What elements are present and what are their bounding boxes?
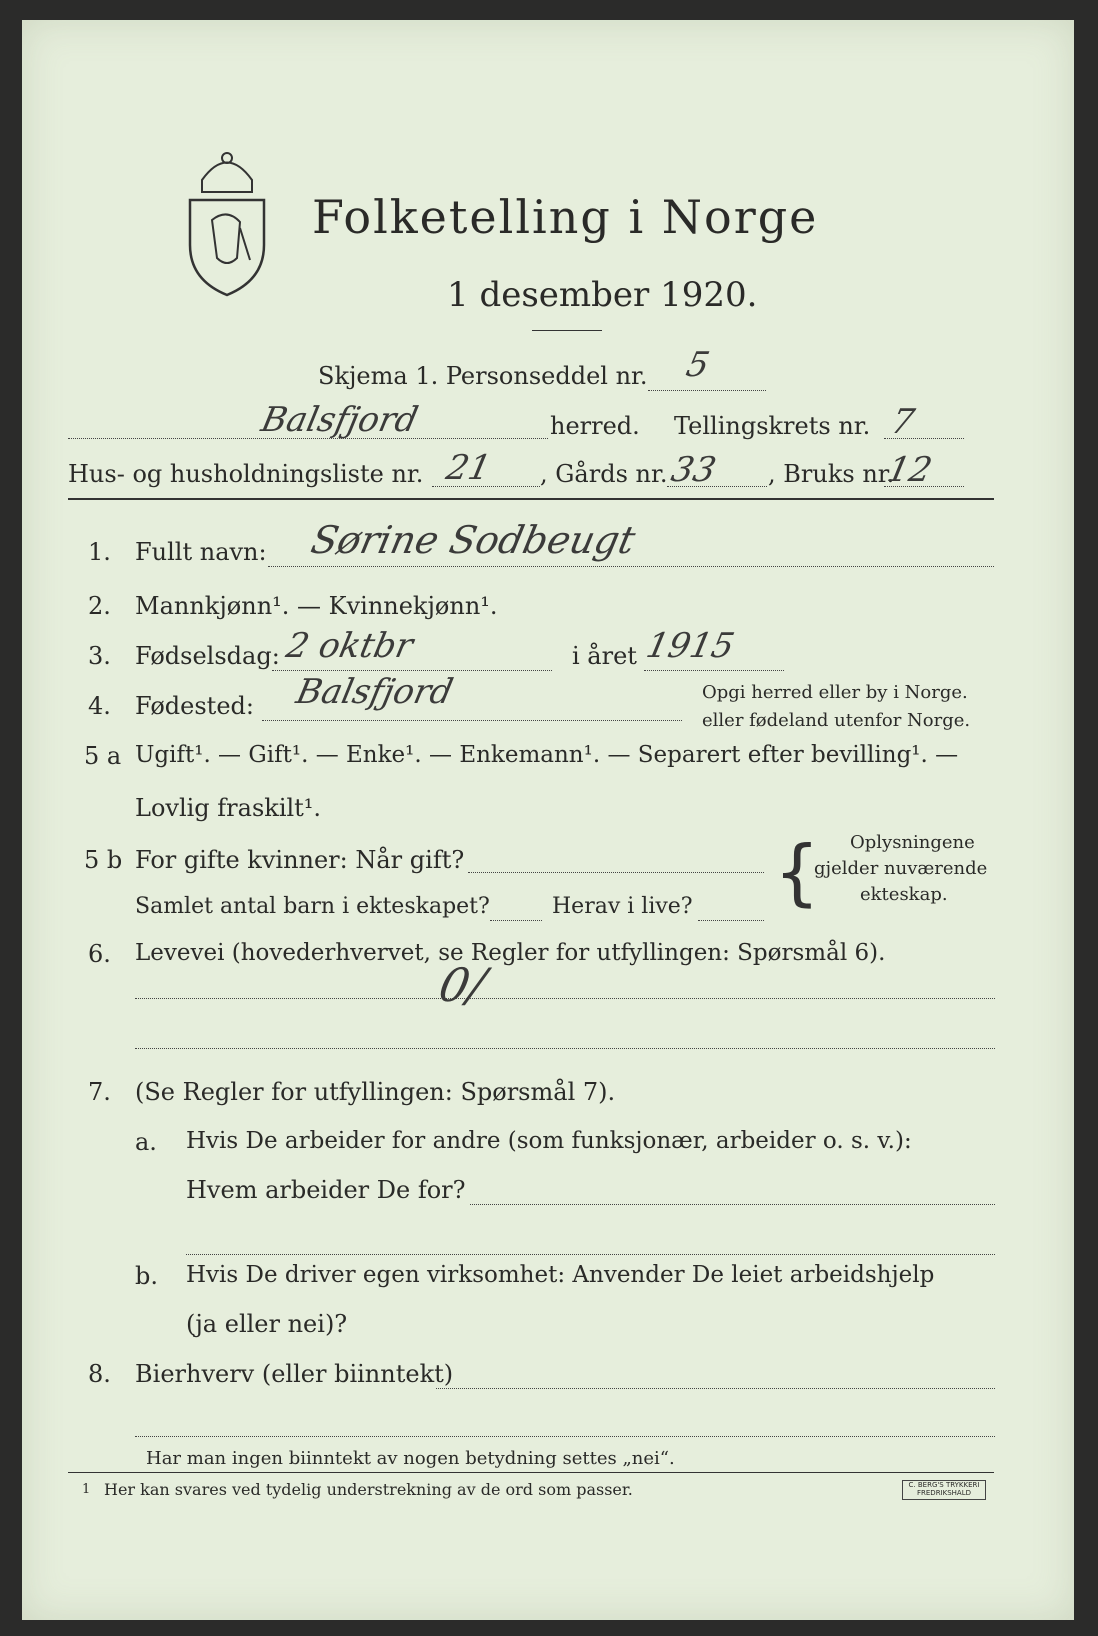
husliste-value[interactable]: 21 bbox=[442, 448, 495, 488]
q7b-letter: b. bbox=[135, 1262, 158, 1290]
q7-number: 7. bbox=[88, 1078, 111, 1106]
q8-label: Bierhverv (eller biinntekt) bbox=[135, 1360, 454, 1388]
q7a-letter: a. bbox=[135, 1128, 157, 1156]
birth-year-value[interactable]: 1915 bbox=[642, 626, 738, 666]
q6-line-1 bbox=[135, 998, 995, 999]
q8-number: 8. bbox=[88, 1360, 111, 1388]
q7a-label: Hvis De arbeider for andre (som funksjonær, arbeider o. s. v.): bbox=[186, 1128, 912, 1154]
q5b-brace: { bbox=[774, 830, 820, 914]
q4-line bbox=[262, 720, 682, 721]
q7b-line bbox=[354, 1336, 995, 1337]
personseddel-number[interactable]: 5 bbox=[682, 345, 713, 385]
title-divider bbox=[532, 330, 602, 331]
herred-label: herred. bbox=[550, 412, 640, 440]
form-date: 1 desember 1920. bbox=[447, 275, 758, 315]
q3-line bbox=[272, 670, 552, 671]
q5a-label: Ugift¹. — Gift¹. — Enke¹. — Enkemann¹. — Separert efter bevilling¹. — bbox=[135, 742, 959, 768]
q4-label: Fødested: bbox=[135, 692, 254, 720]
q5b-label: For gifte kvinner: Når gift? bbox=[135, 846, 465, 874]
q5b-line-2 bbox=[490, 920, 542, 921]
birth-date-value[interactable]: 2 oktbr bbox=[282, 626, 417, 666]
q7a-label-2: Hvem arbeider De for? bbox=[186, 1176, 466, 1204]
tellingskrets-label: Tellingskrets nr. bbox=[674, 412, 871, 440]
q3-label: Fødselsdag: bbox=[135, 642, 280, 670]
q6-line-2 bbox=[135, 1048, 995, 1049]
q4-note-2: eller fødeland utenfor Norge. bbox=[702, 710, 971, 731]
q8-line-2 bbox=[135, 1436, 995, 1437]
header-divider bbox=[68, 498, 994, 500]
form-title: Folketelling i Norge bbox=[312, 190, 819, 244]
q5a-label-2: Lovlig fraskilt¹. bbox=[135, 794, 322, 822]
q4-note-1: Opgi herred eller by i Norge. bbox=[702, 682, 968, 703]
birthplace-value[interactable]: Balsfjord bbox=[292, 672, 457, 712]
q5a-number: 5 a bbox=[84, 742, 122, 770]
q1-label: Fullt navn: bbox=[135, 538, 267, 566]
q8-line-1 bbox=[436, 1388, 995, 1389]
q4-number: 4. bbox=[88, 692, 111, 720]
footnote-mark: 1 bbox=[82, 1482, 91, 1497]
bruks-label: , Bruks nr. bbox=[768, 460, 895, 488]
gards-value[interactable]: 33 bbox=[667, 450, 720, 490]
census-form bbox=[22, 20, 1074, 1620]
q7b-label: Hvis De driver egen virksomhet: Anvender De leiet arbeidshjelp bbox=[186, 1262, 935, 1288]
q5b-label-2: Samlet antal barn i ekteskapet? bbox=[135, 894, 490, 919]
footer-divider bbox=[68, 1472, 994, 1473]
q7a-line-1 bbox=[470, 1204, 995, 1205]
footnote: Her kan svares ved tydelig understrekning av de ord som passer. bbox=[104, 1480, 633, 1499]
q2-number: 2. bbox=[88, 592, 111, 620]
gards-label: , Gårds nr. bbox=[540, 460, 668, 488]
q5b-line bbox=[468, 872, 764, 873]
occupation-value[interactable]: 0/ bbox=[434, 958, 491, 1012]
q5b-line-3 bbox=[698, 920, 764, 921]
q3-number: 3. bbox=[88, 642, 111, 670]
q6-label: Levevei (hovederhvervet, se Regler for utfyllingen: Spørsmål 6). bbox=[135, 940, 886, 966]
q5b-number: 5 b bbox=[84, 846, 123, 874]
q3-year-line bbox=[644, 670, 784, 671]
full-name-value[interactable]: Sørine Sodbeugt bbox=[307, 518, 640, 562]
tellingskrets-value[interactable]: 7 bbox=[887, 402, 918, 442]
q5b-note-3: ekteskap. bbox=[860, 884, 948, 905]
bruks-value[interactable]: 12 bbox=[883, 450, 936, 490]
q5b-note-2: gjelder nuværende bbox=[814, 858, 988, 879]
q5b-note-1: Oplysningene bbox=[850, 832, 975, 853]
skjema-line bbox=[648, 390, 766, 391]
q3-year-label: i året bbox=[572, 642, 637, 670]
q7-label: (Se Regler for utfyllingen: Spørsmål 7). bbox=[135, 1078, 616, 1106]
q7b-label-2: (ja eller nei)? bbox=[186, 1310, 348, 1338]
q1-number: 1. bbox=[88, 538, 111, 566]
q2-label: Mannkjønn¹. — Kvinnekjønn¹. bbox=[135, 592, 498, 620]
skjema-label: Skjema 1. Personseddel nr. bbox=[318, 362, 648, 390]
q1-line bbox=[268, 566, 994, 567]
coat-of-arms-icon bbox=[182, 140, 272, 300]
herred-value[interactable]: Balsfjord bbox=[257, 400, 422, 440]
q5b-label-3: Herav i live? bbox=[552, 894, 693, 919]
husliste-label: Hus- og husholdningsliste nr. bbox=[68, 460, 424, 488]
q8-note: Har man ingen biinntekt av nogen betydning settes „nei“. bbox=[146, 1448, 675, 1469]
q7a-line-2 bbox=[186, 1254, 995, 1255]
q6-number: 6. bbox=[88, 940, 111, 968]
printer-stamp: C. BERG'S TRYKKERI FREDRIKSHALD bbox=[902, 1480, 986, 1500]
